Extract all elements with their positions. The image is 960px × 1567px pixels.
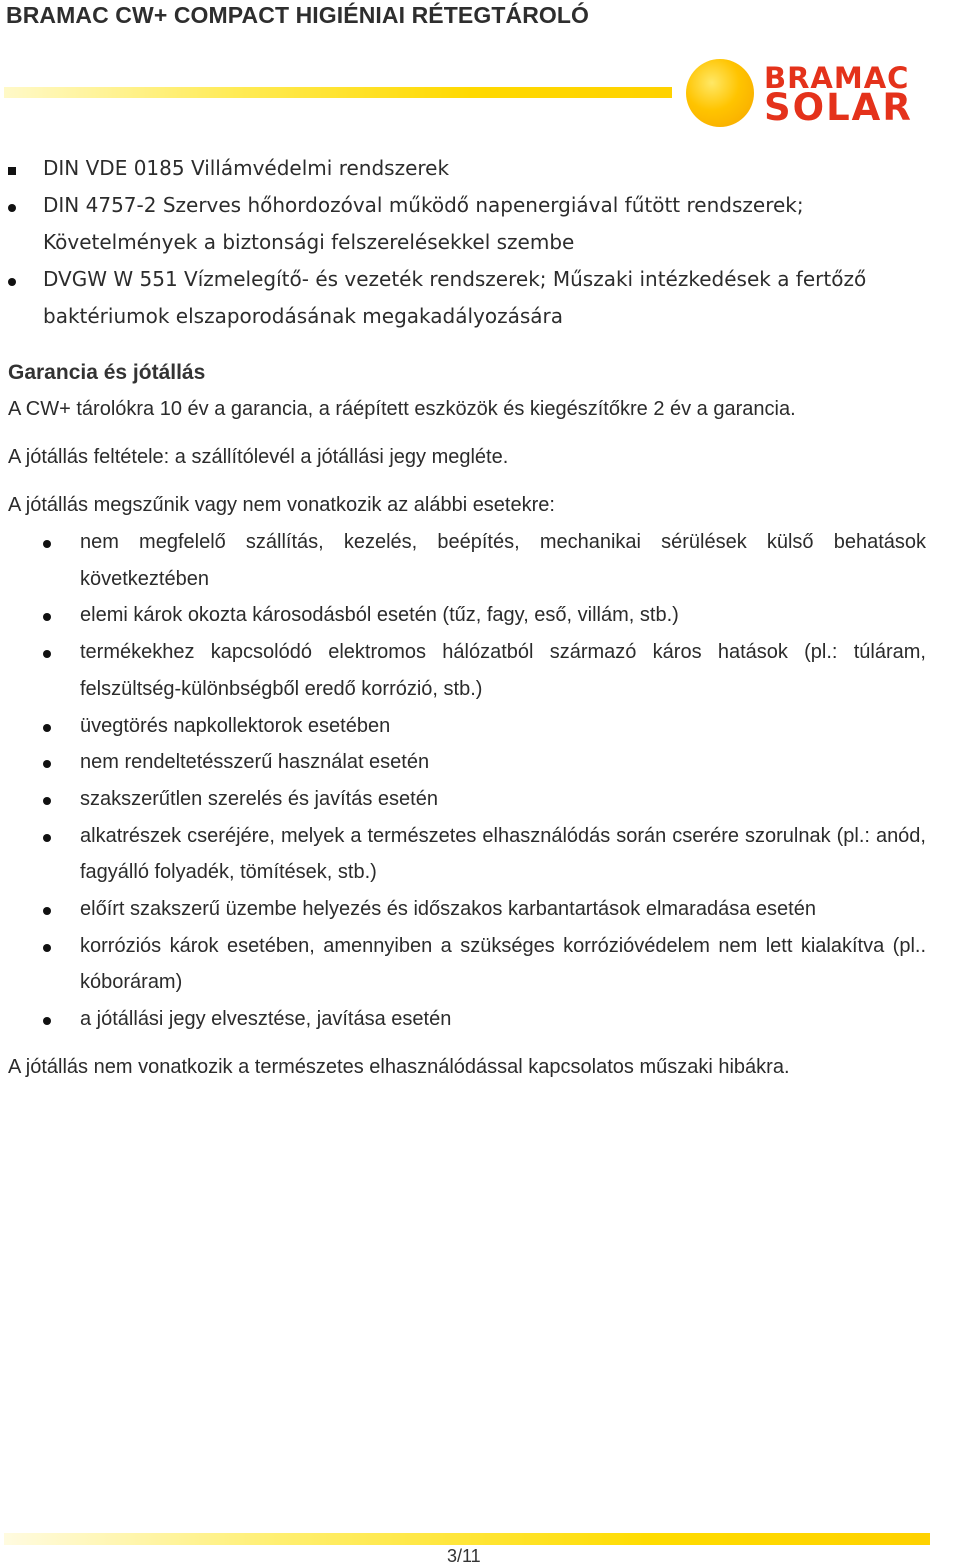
exclusion-item: termékekhez kapcsolódó elektromos hálózatból származó káros hatások (pl.: túláram, felszültség-különbségből eredő korrózió, stb.)	[8, 634, 926, 707]
standards-list-item: DVGW W 551 Vízmelegítő- és vezeték rendszerek; Műszaki intézkedések a fertőző baktériumok elszaporodásának megakadályozására	[8, 261, 926, 335]
exclusion-item: nem rendeltetésszerű használat esetén	[8, 744, 926, 781]
sun-icon	[686, 59, 754, 127]
bullet-icon	[43, 928, 51, 965]
standards-list	[8, 150, 926, 335]
exclusion-item: alkatrészek cseréjére, melyek a természetes elhasználódás során cserére szorulnak (pl.: anód, fagyálló folyadék, tömítések, stb.)	[8, 818, 926, 891]
page-number: 3/11	[447, 1546, 481, 1566]
section-title-warranty: Garancia és jótállás	[8, 361, 206, 384]
logo-wordmark-solar: SOLAR	[764, 86, 913, 129]
warranty-condition-paragraph: A jótállás feltétele: a szállítólevél a jótállási jegy megléte.	[8, 446, 509, 468]
bullet-icon	[43, 708, 51, 745]
exclusion-item: szakszerűtlen szerelés és javítás esetén	[8, 781, 926, 818]
warranty-paragraph: A CW+ tárolókra 10 év a garancia, a ráépített eszközök és kiegészítőkre 2 év a garancia.	[8, 398, 796, 420]
exclusion-item: a jótállási jegy elvesztése, javítása esetén	[8, 1001, 926, 1038]
standards-list-item: DIN 4757-2 Szerves hőhordozóval működő napenergiával fűtött rendszerek; Követelmények a biztonsági felszerelésekkel szembe	[8, 187, 926, 261]
exclusions-intro: A jótállás megszűnik vagy nem vonatkozik az alábbi esetekre:	[8, 494, 555, 516]
bullet-icon	[8, 261, 16, 298]
bullet-icon	[43, 818, 51, 855]
exclusions-list	[8, 524, 926, 1038]
exclusion-item: korróziós károk esetében, amennyiben a szükséges korrózióvédelem nem lett kialakítva (pl.. kóboráram)	[8, 928, 926, 1001]
exclusion-item: előírt szakszerű üzembe helyezés és időszakos karbantartások elmaradása esetén	[8, 891, 926, 928]
exclusion-item: nem megfelelő szállítás, kezelés, beépítés, mechanikai sérülések külső behatások következtében	[8, 524, 926, 597]
footer-accent-bar	[4, 1533, 930, 1545]
final-paragraph: A jótállás nem vonatkozik a természetes elhasználódással kapcsolatos műszaki hibákra.	[8, 1055, 790, 1078]
bullet-icon	[8, 187, 16, 224]
exclusion-item: üvegtörés napkollektorok esetében	[8, 708, 926, 745]
bullet-icon	[43, 524, 51, 561]
document-body	[8, 150, 926, 1086]
square-bullet-icon	[8, 150, 16, 187]
header-accent-bar	[4, 87, 672, 98]
bramac-solar-logo	[686, 57, 930, 129]
document-title: BRAMAC CW+ COMPACT HIGIÉNIAI RÉTEGTÁROLÓ	[6, 2, 590, 28]
bullet-icon	[43, 597, 51, 634]
bullet-icon	[43, 634, 51, 671]
standards-list-item: DIN VDE 0185 Villámvédelmi rendszerek	[8, 150, 926, 187]
bullet-icon	[43, 891, 51, 928]
exclusion-item: elemi károk okozta károsodásból esetén (tűz, fagy, eső, villám, stb.)	[8, 597, 926, 634]
bullet-icon	[43, 1001, 51, 1038]
bullet-icon	[43, 744, 51, 781]
bullet-icon	[43, 781, 51, 818]
logo-wordmark-bramac: BRAMAC	[764, 61, 910, 95]
